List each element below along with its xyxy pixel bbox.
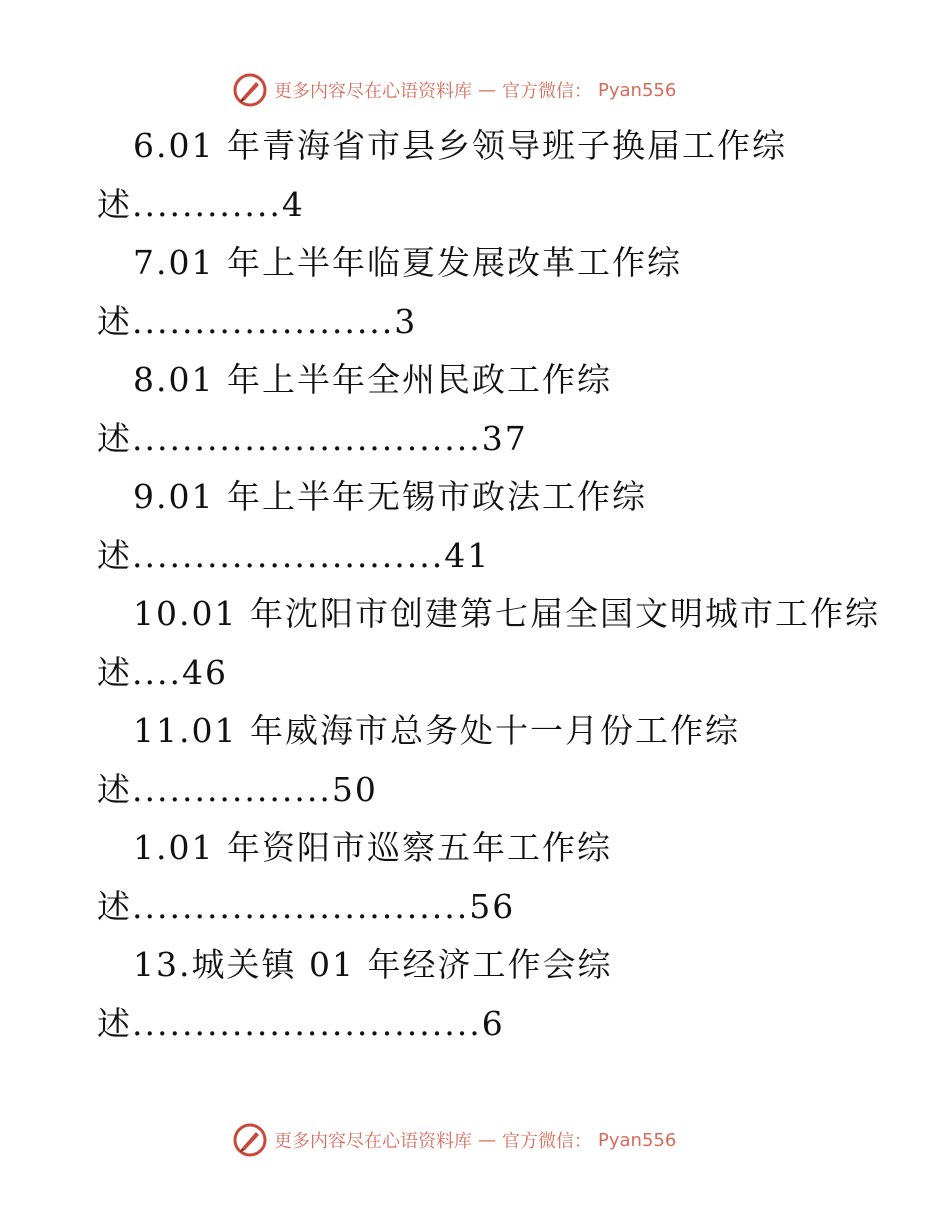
toc-entry-leader — [97, 885, 515, 929]
toc-entry-title: 10.01 年沈阳市创建第七届全国文明城市工作综 — [133, 594, 880, 633]
watermark-wechat-label: 官方微信： — [502, 81, 592, 102]
toc-entry-title: 9.01 年上半年无锡市政法工作综 — [133, 477, 647, 516]
toc-leader-dots: 述................ — [97, 770, 332, 809]
toc-entry-title: 7.01 年上半年临夏发展改革工作综 — [133, 243, 682, 282]
toc-entry-title: 8.01 年上半年全州民政工作综 — [133, 360, 612, 399]
toc-page-number: 46 — [181, 653, 228, 692]
toc-leader-dots: 述......................... — [97, 536, 445, 575]
quill-pen-logo-icon — [232, 1122, 268, 1158]
watermark-wechat-label: 官方微信： — [502, 1131, 592, 1152]
toc-leader-dots: 述............................ — [97, 419, 482, 458]
toc-entry-leader — [97, 300, 417, 344]
watermark-separator: — — [478, 79, 496, 101]
toc-entry-title: 6.01 年青海省市县乡领导班子换届工作综 — [133, 126, 787, 165]
toc-page-number: 6 — [481, 1004, 505, 1043]
watermark-wechat-id: Pyan556 — [598, 1129, 677, 1151]
header-watermark — [232, 70, 752, 110]
toc-page-number: 4 — [281, 185, 305, 224]
toc-entry-leader — [97, 183, 305, 227]
toc-leader-dots: 述............................ — [97, 1004, 482, 1043]
toc-entry-leader — [97, 768, 378, 812]
toc-leader-dots: 述.... — [97, 653, 182, 692]
toc-leader-dots: 述............ — [97, 185, 282, 224]
footer-watermark — [232, 1120, 752, 1160]
toc-entry-leader — [97, 534, 490, 578]
toc-page-number: 56 — [469, 887, 516, 926]
toc-entry-title: 11.01 年威海市总务处十一月份工作综 — [133, 711, 740, 750]
toc-entry-title: 13.城关镇 01 年经济工作会综 — [133, 945, 613, 984]
toc-leader-dots: 述........................... — [97, 887, 470, 926]
watermark-site-text: 更多内容尽在心语资料库 — [274, 1131, 472, 1152]
toc-page-number: 3 — [394, 302, 418, 341]
watermark-wechat-id: Pyan556 — [598, 79, 677, 101]
toc-leader-dots: 述..................... — [97, 302, 395, 341]
watermark-site-text: 更多内容尽在心语资料库 — [274, 81, 472, 102]
watermark-separator: — — [478, 1129, 496, 1151]
toc-page-number: 50 — [331, 770, 378, 809]
quill-pen-logo-icon — [232, 72, 268, 108]
toc-page-number: 37 — [481, 419, 528, 458]
toc-entry-title: 1.01 年资阳市巡察五年工作综 — [133, 828, 612, 867]
toc-entry-leader — [97, 417, 528, 461]
toc-page-number: 41 — [444, 536, 491, 575]
toc-entry-leader — [97, 1002, 505, 1046]
toc-entry-leader — [97, 651, 228, 695]
